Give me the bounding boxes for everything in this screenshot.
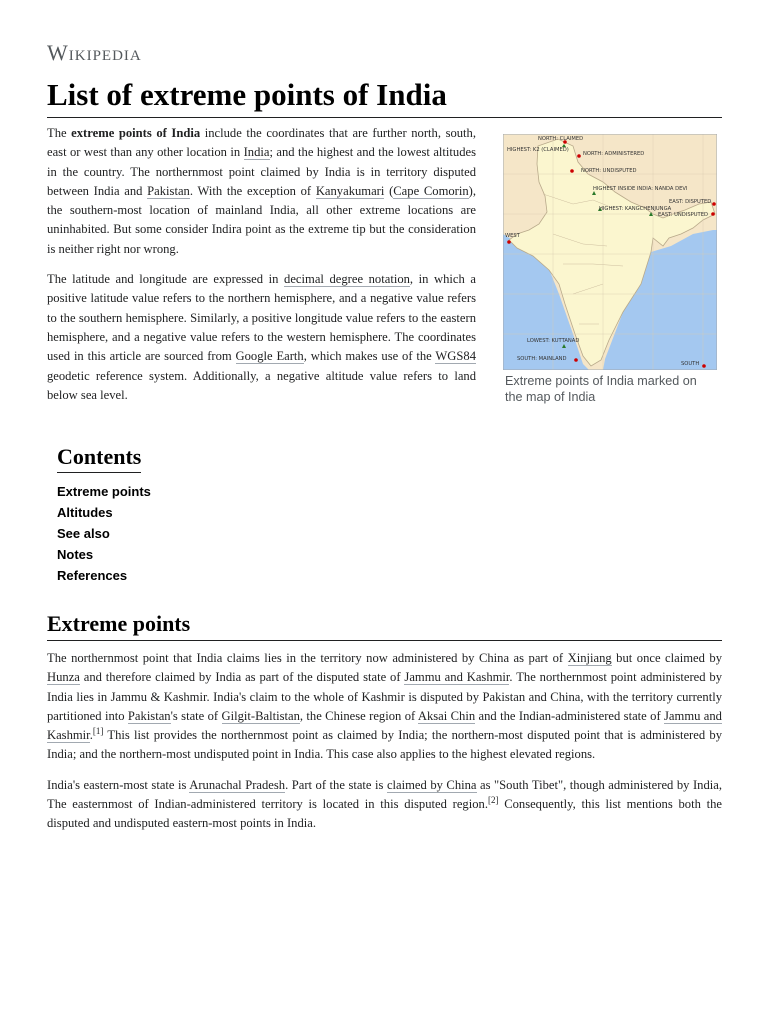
toc-item-see-also[interactable]: See also xyxy=(57,526,110,541)
link-wgs84[interactable]: WGS84 xyxy=(435,349,476,364)
link-pakistan[interactable]: Pakistan xyxy=(147,183,190,198)
section-paragraph-1: The northernmost point that India claims lies in the territory now administered by China as part of Xinjiang but once claimed by Hunza and therefore claimed by India as part of the disputed state of Jammu and Kashmir. The northernmost point administered by India lies in Jammu & Kashmir. India's claim to the whole of Kashmir is disputed by Pakistan and China, with the territory currently partitioned into Pakistan's state of Gilgit-Baltistan, the Chinese region of Aksai Chin and the Indian-administered state of Jammu and Kashmir.[1] This list provides the northernmost point as claimed by India; the northern-most disputed point that is administered by India; and the northern-most undisputed point in India. This case also applies to the highest elevated regions. xyxy=(47,651,722,762)
label-highest-k2: HIGHEST: K2 (CLAIMED) xyxy=(507,147,569,153)
link-xinjiang[interactable]: Xinjiang xyxy=(567,651,612,665)
label-lowest: LOWEST: KUTTANAD xyxy=(527,338,580,344)
link-aksai-chin[interactable]: Aksai Chin xyxy=(417,708,476,723)
marker-north-undisputed xyxy=(570,169,574,173)
intro-paragraph-1: The extreme points of India include the coordinates that are further north, south, east or west than any other location in India; and the highest and the lowest altitudes in the country. The northernmost point claimed by India is in territory disputed between India and Pakistan. With the exception of Kanyakumari (Cape Comorin), the southern-most location of mainland India, all other extreme locations are uninhabited. But some consider Indira point as the extreme tip but the consideration is neither right nor wrong. xyxy=(47,126,477,256)
marker-east-undisputed xyxy=(711,212,715,216)
section-heading-extreme-points: Extreme points xyxy=(47,611,722,641)
label-north-administered: NORTH: ADMINISTERED xyxy=(583,151,645,157)
marker-west xyxy=(507,240,511,244)
map-caption: Extreme points of India marked on the map of India xyxy=(505,374,697,404)
label-west: WEST xyxy=(505,233,520,239)
toc-item-altitudes[interactable]: Altitudes xyxy=(57,505,113,520)
link-cape-comorin[interactable]: Cape Comorin xyxy=(393,183,469,198)
label-east-undisputed: EAST: UNDISPUTED xyxy=(658,212,708,218)
link-hunza[interactable]: Hunza xyxy=(47,670,80,685)
link-google-earth[interactable]: Google Earth xyxy=(235,349,304,364)
link-india[interactable]: India xyxy=(243,145,270,160)
toc-heading: Contents xyxy=(57,444,141,473)
marker-south-mainland xyxy=(574,358,578,362)
intro-paragraph-2: The latitude and longitude are expressed in decimal degree notation, in which a positive latitude value refers to the northern hemisphere, and a negative value refers to the southern hemisphere. Similarly, a positive longitude value refers to the eastern hemisphere, and a negative value refers to the western hemisphere. The coordinates used in this article are sourced from Google Earth, which makes use of the WGS84 geodetic reference system. Additionally, a negative altitude value refers to land below sea level. xyxy=(47,272,476,402)
link-arunachal-pradesh[interactable]: Arunachal Pradesh xyxy=(189,777,286,792)
toc-list xyxy=(57,481,151,586)
page-title: List of extreme points of India xyxy=(47,74,722,118)
link-decimal-degree-notation[interactable]: decimal degree notation xyxy=(284,272,410,287)
marker-south xyxy=(702,364,706,368)
marker-east-disputed xyxy=(712,202,716,206)
link-pakistan[interactable]: Pakistan xyxy=(127,708,171,723)
reference-1[interactable]: [1] xyxy=(92,726,104,736)
link-kanyakumari[interactable]: Kanyakumari xyxy=(315,183,385,198)
toc-item-notes[interactable]: Notes xyxy=(57,547,94,562)
label-north-claimed: NORTH: CLAIMED xyxy=(538,136,584,142)
label-east-disputed: EAST: DISPUTED xyxy=(669,199,712,205)
section-paragraph-2: India's eastern-most state is Arunachal Pradesh. Part of the state is claimed by China as "South Tibet", though administered by India, The easternmost of Indian-administered territory is located in this disputed region.[2] Consequently, this list mentions both the disputed and undisputed eastern-most points in India. xyxy=(47,777,722,831)
bold-term: extreme points of India xyxy=(71,126,201,140)
label-south-mainland: SOUTH: MAINLAND xyxy=(517,356,567,362)
toc-item-extreme-points[interactable]: Extreme points xyxy=(57,484,151,499)
label-north-undisputed: NORTH: UNDISPUTED xyxy=(581,168,637,174)
reference-2[interactable]: [2] xyxy=(487,794,499,805)
link-jammu-and-kashmir-2[interactable]: Jammu and Kashmir xyxy=(47,708,722,743)
link-gilgit-baltistan[interactable]: Gilgit-Baltistan xyxy=(221,708,300,723)
toc-item-references[interactable]: References xyxy=(57,568,128,583)
wikipedia-wordmark[interactable]: Wikipedia xyxy=(47,40,142,65)
link-jammu-and-kashmir[interactable]: Jammu and Kashmir xyxy=(404,670,510,685)
map-figure xyxy=(503,134,717,405)
marker-north-administered xyxy=(577,154,581,158)
label-south: SOUTH xyxy=(681,361,700,367)
section-body xyxy=(47,649,722,845)
link-claimed-by-china[interactable]: claimed by China xyxy=(386,777,477,792)
label-highest-kangchenjunga: HIGHEST: KANGCHENJUNGA xyxy=(599,206,672,212)
intro xyxy=(47,124,476,416)
label-highest-nanda-devi: HIGHEST INSIDE INDIA: NANDA DEVI xyxy=(593,186,688,192)
table-of-contents xyxy=(57,444,151,586)
india-extreme-points-map[interactable] xyxy=(503,134,717,370)
